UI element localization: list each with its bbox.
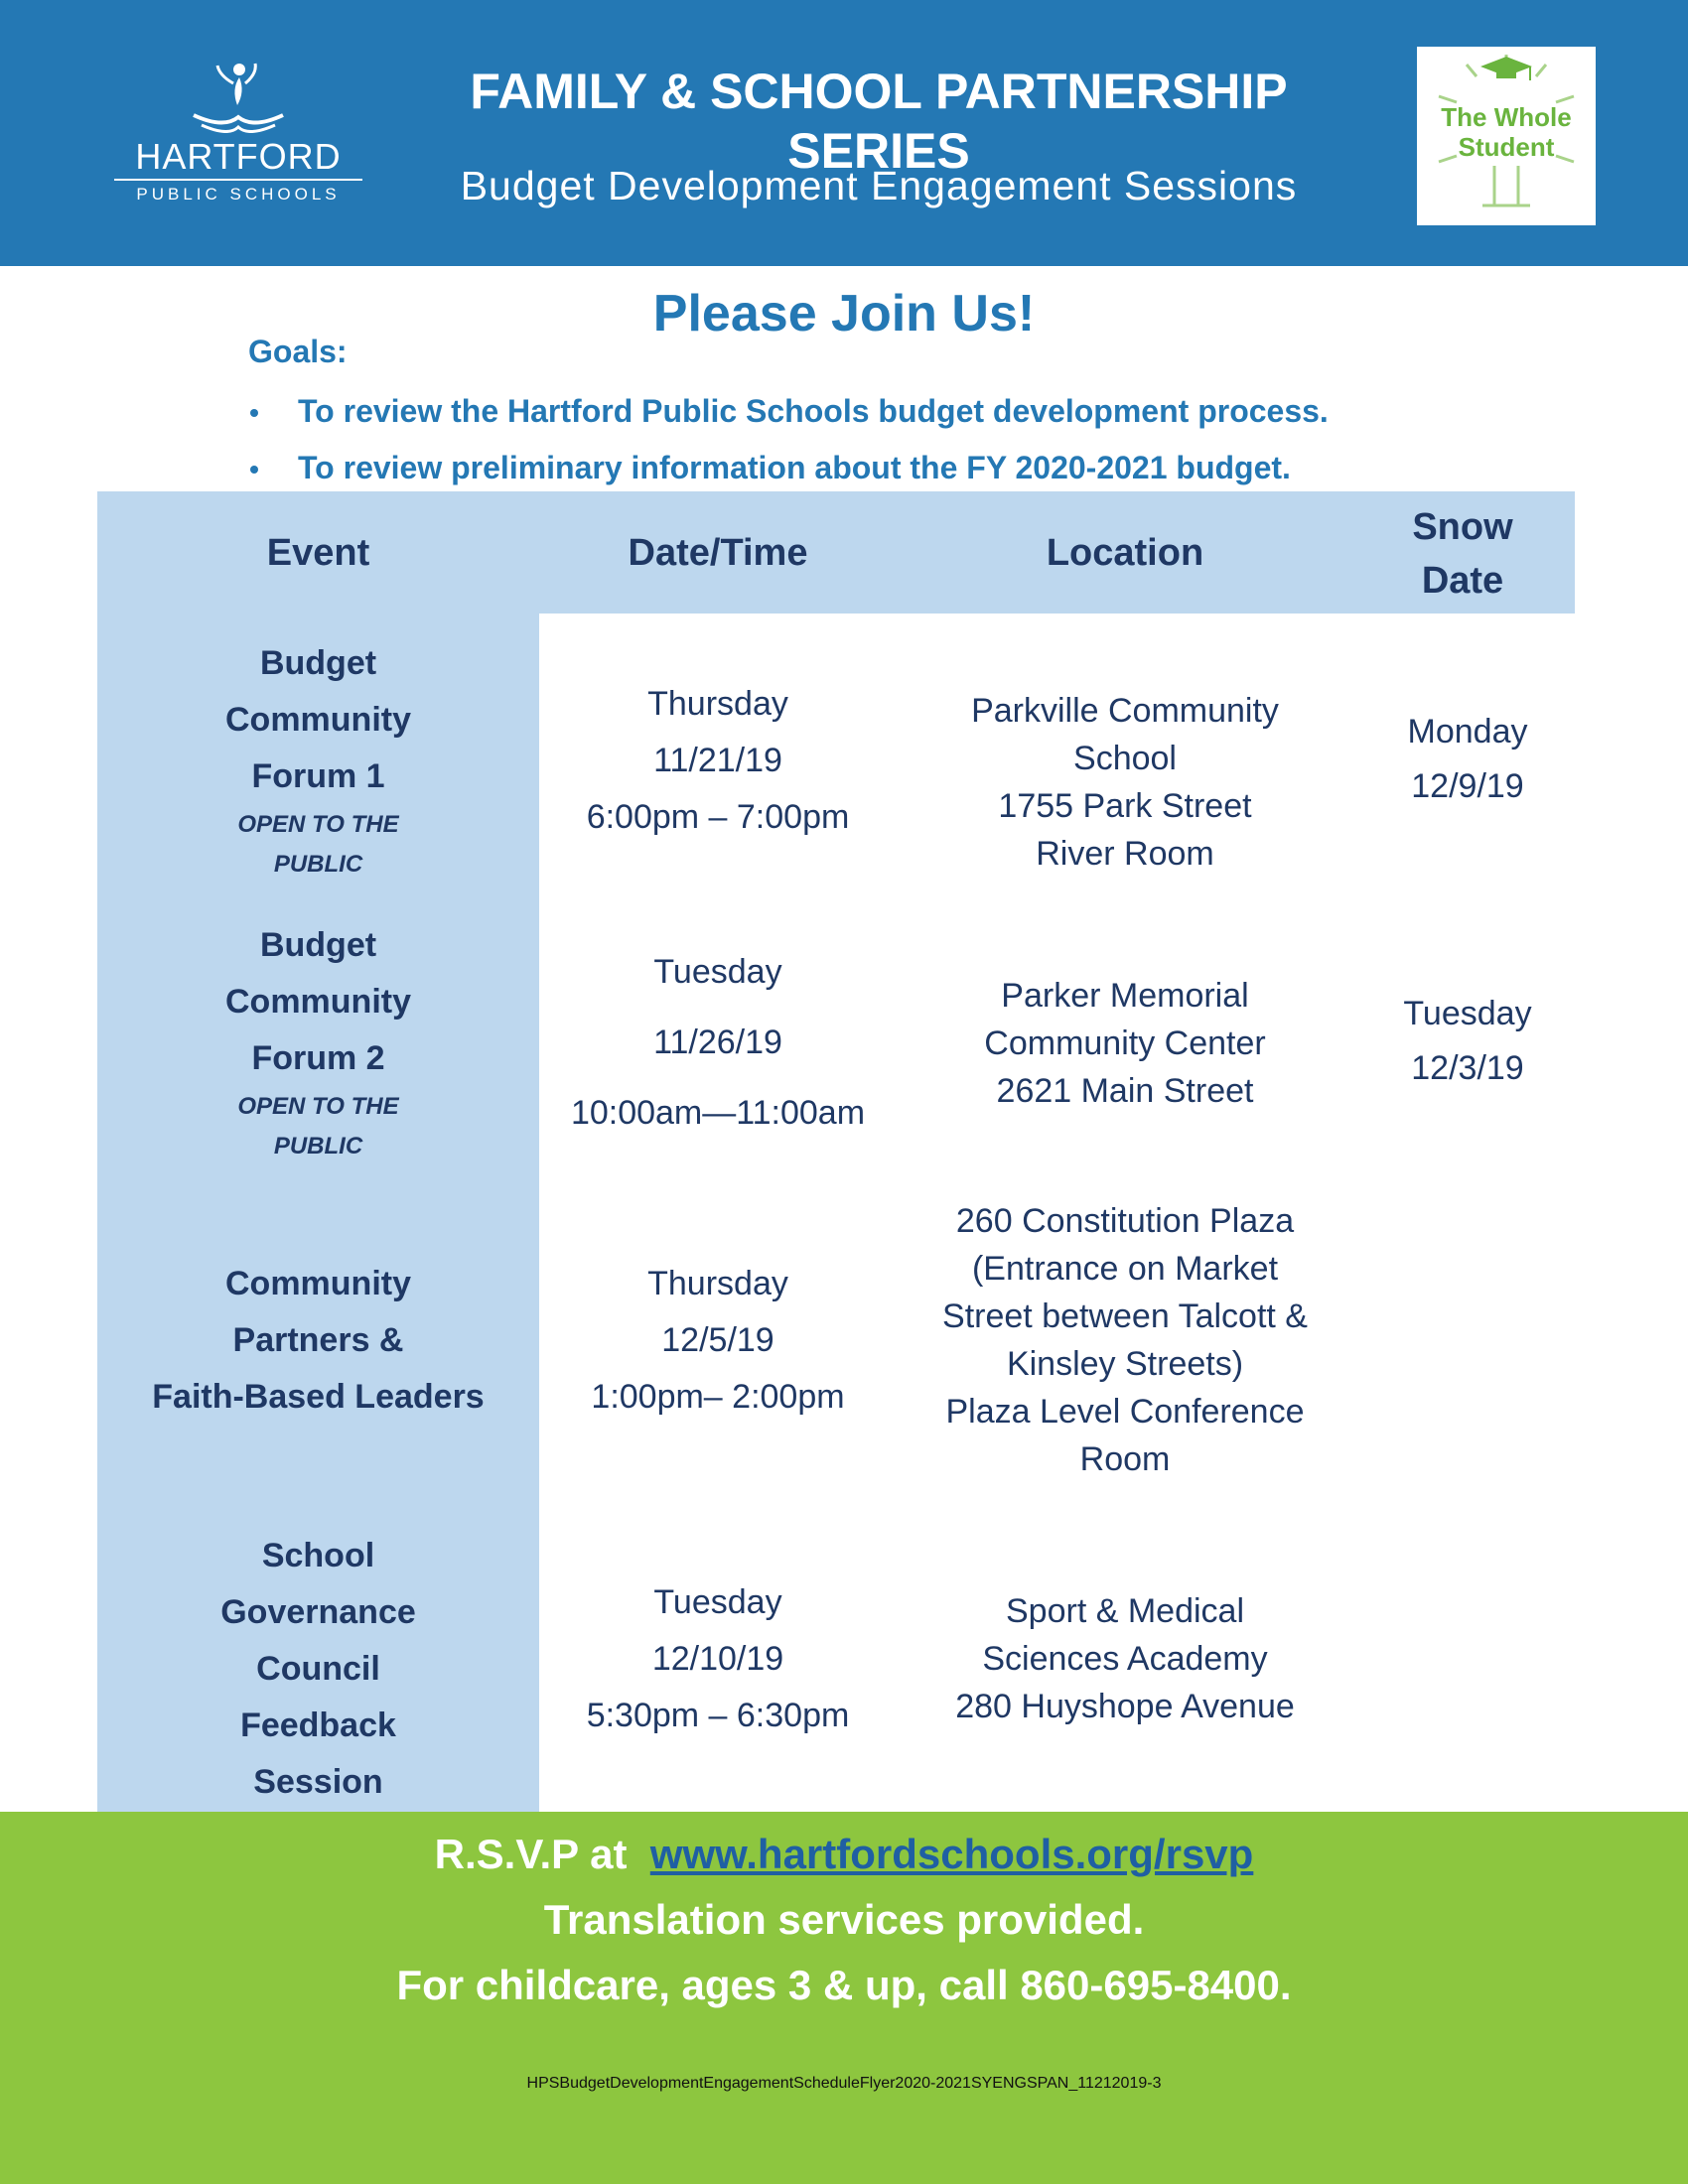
table-row-2-event xyxy=(97,917,539,1165)
goals-label: Goals: xyxy=(248,334,348,369)
datetime-line: 1:00pm– 2:00pm xyxy=(591,1377,845,1416)
header-event: Event xyxy=(266,532,370,574)
datetime-line: 5:30pm – 6:30pm xyxy=(586,1696,850,1734)
event-line: School xyxy=(261,1536,375,1574)
header-banner xyxy=(0,0,1688,266)
header-snow-date xyxy=(1353,500,1572,608)
event-line: Partners & xyxy=(232,1320,404,1359)
location-line: Parkville Community xyxy=(971,692,1279,730)
snow-line: Monday xyxy=(1407,713,1528,751)
table-row-4-event xyxy=(97,1527,539,1811)
event-line: Forum 2 xyxy=(251,1038,385,1077)
table-row-2-datetime xyxy=(539,936,897,1149)
event-note: PUBLIC xyxy=(273,1132,363,1160)
snow-line: 12/3/19 xyxy=(1411,1049,1524,1087)
header-location: Location xyxy=(1046,532,1204,574)
location-line: 260 Constitution Plaza xyxy=(955,1202,1295,1240)
event-line: Governance xyxy=(220,1592,416,1631)
badge-text xyxy=(1417,102,1596,162)
event-line: Community xyxy=(225,982,411,1021)
datetime-line: 10:00am—11:00am xyxy=(570,1093,866,1132)
datetime-line: Tuesday xyxy=(653,1582,782,1621)
badge-line-2: Student xyxy=(1458,132,1555,162)
series-title: FAMILY & SCHOOL PARTNERSHIP SERIES xyxy=(470,64,1288,179)
goal-item: To review preliminary information about the FY 2020-2021 budget. xyxy=(248,442,1329,498)
datetime-line: Tuesday xyxy=(653,952,782,991)
event-line: Budget xyxy=(259,925,377,964)
table-row-1-location xyxy=(897,687,1353,878)
location-line: Sport & Medical xyxy=(1006,1592,1244,1630)
event-line: Faith-Based Leaders xyxy=(152,1377,485,1416)
location-line: Kinsley Streets) xyxy=(1006,1345,1244,1383)
logo-subtitle: PUBLIC SCHOOLS xyxy=(136,185,341,204)
badge-line-1: The Whole xyxy=(1441,102,1572,132)
table-row-2-snow-date xyxy=(1353,987,1582,1096)
location-line: School xyxy=(1073,740,1177,777)
location-line: Community Center xyxy=(984,1024,1266,1062)
event-line: Budget xyxy=(259,643,377,682)
goals-list xyxy=(248,385,1329,498)
event-line: Forum 1 xyxy=(251,756,385,795)
datetime-line: 6:00pm – 7:00pm xyxy=(586,797,850,836)
goal-item: To review the Hartford Public Schools budget development process. xyxy=(248,385,1329,442)
location-line: Room xyxy=(1079,1440,1171,1478)
header-snow-line-1: Snow xyxy=(1412,506,1513,548)
location-line: 2621 Main Street xyxy=(996,1072,1254,1110)
datetime-line: 12/10/19 xyxy=(651,1639,784,1678)
datetime-line: Thursday xyxy=(647,1264,788,1302)
location-line: (Entrance on Market xyxy=(971,1250,1279,1288)
event-line: Council xyxy=(256,1649,380,1688)
rsvp-link[interactable]: www.hartfordschools.org/rsvp xyxy=(649,1831,1254,1877)
table-row-1-datetime xyxy=(539,675,897,846)
datetime-line: 12/5/19 xyxy=(661,1320,774,1359)
document-code: HPSBudgetDevelopmentEngagementScheduleFlyer2020-2021SYENGSPAN_11212019-3 xyxy=(526,2075,1162,2092)
logo-divider xyxy=(114,179,362,181)
event-note: PUBLIC xyxy=(273,850,363,878)
series-subtitle: Budget Development Engagement Sessions xyxy=(460,163,1298,208)
location-line: 280 Huyshope Avenue xyxy=(955,1688,1295,1725)
rsvp-line xyxy=(0,1825,1688,1884)
datetime-line: 11/21/19 xyxy=(653,741,782,779)
datetime-line: Thursday xyxy=(647,684,788,723)
event-line: Community xyxy=(225,700,411,739)
location-line: River Room xyxy=(1036,835,1214,873)
whole-student-badge xyxy=(1417,47,1596,225)
table-row-3-location xyxy=(897,1197,1353,1483)
table-row-2-location xyxy=(897,971,1353,1116)
datetime-line: 11/26/19 xyxy=(653,1023,782,1061)
event-line: Community xyxy=(225,1264,411,1302)
logo-name: HARTFORD xyxy=(135,136,342,177)
table-row-4-datetime xyxy=(539,1573,897,1744)
header-snow-line-2: Date xyxy=(1421,560,1504,602)
location-line: 1755 Park Street xyxy=(998,787,1252,825)
table-row-3-datetime xyxy=(539,1255,897,1426)
translation-note: Translation services provided. xyxy=(543,1896,1145,1943)
location-line: Street between Talcott & xyxy=(942,1297,1308,1335)
header-datetime: Date/Time xyxy=(628,532,808,574)
snow-line: Tuesday xyxy=(1403,995,1532,1032)
flame-figure-icon xyxy=(184,60,293,133)
event-note: OPEN TO THE xyxy=(237,810,399,838)
event-note: OPEN TO THE xyxy=(237,1092,399,1120)
event-line: Feedback xyxy=(240,1706,396,1744)
location-line: Sciences Academy xyxy=(982,1640,1268,1678)
snow-line: 12/9/19 xyxy=(1411,767,1524,805)
table-row-1-event xyxy=(97,635,539,884)
table-row-1-snow-date xyxy=(1353,705,1582,814)
childcare-note: For childcare, ages 3 & up, call 860-695-8400. xyxy=(396,1962,1292,2008)
hartford-logo xyxy=(109,60,367,218)
location-line: Parker Memorial xyxy=(1001,977,1249,1015)
rsvp-prefix: R.S.V.P at xyxy=(434,1831,628,1877)
event-line: Session xyxy=(253,1762,383,1801)
table-row-3-event xyxy=(97,1255,539,1426)
table-row-4-location xyxy=(897,1586,1353,1731)
join-heading: Please Join Us! xyxy=(652,285,1036,342)
location-line: Plaza Level Conference xyxy=(945,1393,1305,1431)
